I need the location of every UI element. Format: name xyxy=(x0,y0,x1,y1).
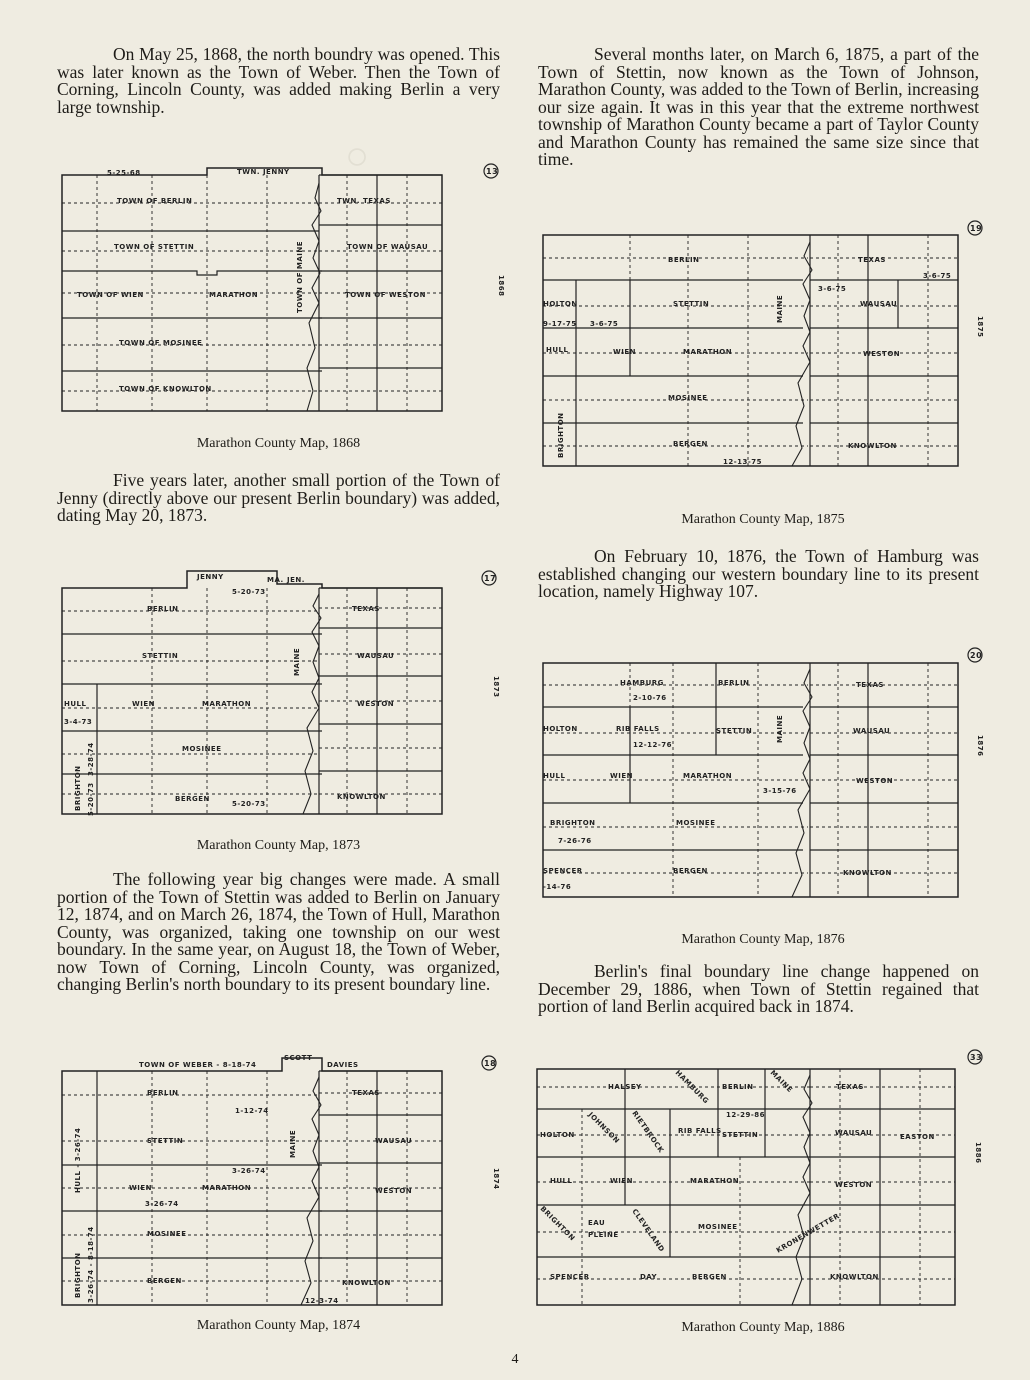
map-label: 3-26-74 xyxy=(232,1167,266,1175)
map-label: WAUSAU xyxy=(375,1137,413,1145)
map-label: BRIGHTON xyxy=(557,412,565,458)
map-year-label: 1876 xyxy=(976,735,984,757)
map-label: BERLIN xyxy=(718,679,750,687)
svg-text:13: 13 xyxy=(486,167,499,176)
map-year-label: 1873 xyxy=(492,676,500,698)
map-number-badge xyxy=(482,1056,496,1070)
map-1874 xyxy=(57,1053,500,1311)
map-label: MOSINEE xyxy=(668,394,708,402)
paragraph-1886: Berlin's final boundary line change happened on December 29, 1886, when Town of Stettin regained that portion of land Berlin acquired back in 1874. xyxy=(538,961,979,1016)
map-label: MAINE xyxy=(776,714,784,743)
map-label: KNOWLTON xyxy=(830,1273,879,1281)
map-number-badge xyxy=(968,648,982,662)
paragraph-1874: The following year big changes were made. A small portion of the Town of Stettin was added to Berlin on January 12, 1874, and on March 26, 1874, the Town of Hull, Marathon County, was organized, taking one township on our west boundary. In the same year, on August 18, the Town of Weber, now Town of Corning, Lincoln County, was organized, changing Berlin's north boundary to its present boundary line. xyxy=(57,869,500,994)
map-year-label: 1886 xyxy=(974,1142,982,1164)
map-label: HULL - 3-26-74 xyxy=(74,1127,82,1193)
paragraph-1873: Five years later, another small portion of the Town of Jenny (directly above our present Berlin boundary) was added, dating May 20, 1873. xyxy=(57,470,500,525)
map-label: 3-4-73 xyxy=(64,718,93,726)
map-label: RIB FALLS xyxy=(616,725,660,733)
map-label: HOLTON xyxy=(543,300,578,308)
map-label: 9-17-75 xyxy=(543,320,577,328)
map-label: MAINE xyxy=(776,294,784,323)
map-caption-1886: Marathon County Map, 1886 xyxy=(681,1320,845,1335)
map-label: DAY xyxy=(640,1273,658,1281)
map-label: TOWN OF KNOWLTON xyxy=(119,385,212,393)
map-label: BRIGHTON xyxy=(74,1252,82,1298)
map-label: SPENCER xyxy=(543,867,583,875)
map-label: MAINE xyxy=(289,1129,297,1158)
map-label: 3-6-75 xyxy=(590,320,619,328)
map-label: BERGEN xyxy=(147,1277,182,1285)
map-label: STETTIN xyxy=(722,1131,759,1139)
map-label: WAUSAU xyxy=(853,727,891,735)
map-label: 3-28-74 xyxy=(87,742,95,776)
map-1875 xyxy=(538,218,988,471)
map-label: TWN. TEXAS xyxy=(337,197,391,205)
map-label: 3-6-75 xyxy=(818,285,847,293)
map-label: TOWN OF WEBER - 8-18-74 xyxy=(139,1061,257,1069)
bleed-through-art: ○ xyxy=(345,133,370,178)
svg-text:20: 20 xyxy=(970,651,983,660)
map-label: KNOWLTON xyxy=(337,793,386,801)
map-label: BERGEN xyxy=(673,440,708,448)
map-number-badge xyxy=(968,1050,982,1064)
map-label: TOWN OF MAINE xyxy=(296,240,304,313)
map-label: TEXAS xyxy=(352,605,380,613)
map-label: BERGEN xyxy=(673,867,708,875)
map-label: KNOWLTON xyxy=(848,442,897,450)
map-label: 3-26-74 xyxy=(145,1200,179,1208)
map-label: RIB FALLS xyxy=(678,1127,722,1135)
map-label: JENNY xyxy=(197,573,224,581)
map-label: KNOWLTON xyxy=(843,869,892,877)
map-year-label: 1874 xyxy=(492,1168,500,1190)
map-label: WAUSAU xyxy=(835,1129,873,1137)
map-label: MARATHON xyxy=(683,772,733,780)
paragraph-1875: Several months later, on March 6, 1875, a part of the Town of Stettin, now known as the Town of Johnson, Marathon County, was added to the Town of Berlin, increasing our size again. It was in this year that the extreme northwest township of Marathon County became a part of Taylor County and Marathon County has remained the same size since that time. xyxy=(538,44,979,169)
map-label: MARATHON xyxy=(683,348,733,356)
map-caption-1874: Marathon County Map, 1874 xyxy=(196,1318,361,1333)
map-number-badge xyxy=(968,221,982,235)
map-label: PLEINE xyxy=(588,1231,619,1239)
map-label: WESTON xyxy=(856,777,894,785)
map-label: STETTIN xyxy=(716,727,753,735)
map-label: MARATHON xyxy=(690,1177,740,1185)
map-caption-1868: Marathon County Map, 1868 xyxy=(196,436,361,451)
map-label: JOHNSON xyxy=(586,1110,621,1146)
map-label: WESTON xyxy=(375,1187,413,1195)
map-label: STETTIN xyxy=(673,300,710,308)
map-label: 3-15-76 xyxy=(763,787,797,795)
map-label: TOWN OF WAUSAU xyxy=(347,243,429,251)
map-label: 2-10-76 xyxy=(633,694,667,702)
map-label: TOWN OF BERLIN xyxy=(117,197,193,205)
map-label: EAU xyxy=(588,1219,606,1227)
svg-text:18: 18 xyxy=(484,1059,497,1068)
map-label: BERLIN xyxy=(668,256,700,264)
map-number-badge xyxy=(482,571,496,585)
map-label: TEXAS xyxy=(858,256,886,264)
paragraph-1868: On May 25, 1868, the north boundry was opened. This was later known as the Town of Weber. Then the Town of Corning, Lincoln County, was added making Berlin a very large township. xyxy=(57,44,500,117)
map-label: HULL xyxy=(546,346,569,354)
map-label: WAUSAU xyxy=(860,300,898,308)
map-label: HAMBURG xyxy=(673,1068,711,1106)
map-label: KRONENWETTER xyxy=(775,1211,842,1255)
map-label: RIETBROCK xyxy=(630,1109,666,1155)
map-label: 12-29-86 xyxy=(726,1111,766,1119)
map-label: TOWN OF WIEN xyxy=(77,291,144,299)
map-label: WESTON xyxy=(357,700,395,708)
map-label: SCOTT xyxy=(284,1054,313,1062)
map-label: WESTON xyxy=(835,1181,873,1189)
map-label: TOWN OF WESTON xyxy=(345,291,427,299)
map-year-label: 1875 xyxy=(976,316,984,338)
map-label: MOSINEE xyxy=(147,1230,187,1238)
map-label: WESTON xyxy=(863,350,901,358)
map-label: SPENCER xyxy=(550,1273,590,1281)
map-label: WAUSAU xyxy=(357,652,395,660)
map-1876 xyxy=(538,645,988,903)
map-label: TEXAS xyxy=(352,1089,380,1097)
map-label: HAMBURG xyxy=(620,679,664,687)
map-label: TEXAS xyxy=(856,681,884,689)
map-label: MA. xyxy=(267,576,284,584)
map-label: MAINE xyxy=(293,647,301,676)
map-year-label: 1868 xyxy=(497,275,505,297)
map-label: MOSINEE xyxy=(182,745,222,753)
map-label: 5-20-73 xyxy=(232,800,266,808)
map-label: STETTIN xyxy=(142,652,179,660)
map-label: 5-20-73 xyxy=(87,782,95,816)
map-label: WIEN xyxy=(613,348,636,356)
map-label: DAVIES xyxy=(327,1061,359,1069)
map-caption-1876: Marathon County Map, 1876 xyxy=(681,932,845,947)
map-label: 1-12-74 xyxy=(235,1107,269,1115)
map-label: MAINE xyxy=(768,1068,795,1095)
map-label: 12-3-74 xyxy=(305,1297,339,1305)
map-label: MOSINEE xyxy=(676,819,716,827)
map-label: 5-20-73 xyxy=(232,588,266,596)
map-label: TOWN OF MOSINEE xyxy=(119,339,203,347)
map-caption-1875: Marathon County Map, 1875 xyxy=(681,512,845,527)
map-caption-1873: Marathon County Map, 1873 xyxy=(196,838,361,853)
map-label: STETTIN xyxy=(147,1137,184,1145)
page-number: 4 xyxy=(511,1352,519,1367)
map-1868 xyxy=(57,163,505,418)
map-label: BERLIN xyxy=(147,1089,179,1097)
map-label: HULL xyxy=(64,700,87,708)
svg-text:17: 17 xyxy=(484,574,497,583)
map-label: BRIGHTON xyxy=(550,819,596,827)
map-label: JEN. xyxy=(287,576,305,584)
map-label: 12-12-76 xyxy=(633,741,673,749)
map-label: WIEN xyxy=(610,772,633,780)
map-label: BRIGHTON xyxy=(538,1204,577,1243)
map-label: BERLIN xyxy=(722,1083,754,1091)
map-label: WIEN xyxy=(132,700,155,708)
map-label: 12-13-75 xyxy=(723,458,763,466)
map-label: MARATHON xyxy=(209,291,259,299)
map-label: MARATHON xyxy=(202,700,252,708)
map-number-badge xyxy=(484,164,498,178)
svg-text:33: 33 xyxy=(970,1053,983,1062)
map-label: 3-6-75 xyxy=(923,272,952,280)
map-label: BERGEN xyxy=(692,1273,727,1281)
map-label: MOSINEE xyxy=(698,1223,738,1231)
map-label: HOLTON xyxy=(540,1131,575,1139)
map-label: TEXAS xyxy=(836,1083,864,1091)
map-label: WIEN xyxy=(610,1177,633,1185)
map-label: TWN. JENNY xyxy=(237,168,290,176)
map-label: 3-26-74 - 8-18-74 xyxy=(87,1226,95,1303)
map-1886 xyxy=(530,1047,990,1313)
map-label: HULL xyxy=(543,772,566,780)
map-label: CLEVELAND xyxy=(630,1207,666,1254)
map-label: HOLTON xyxy=(543,725,578,733)
map-1873 xyxy=(57,566,500,820)
map-label: HULL xyxy=(550,1177,573,1185)
map-label: BERGEN xyxy=(175,795,210,803)
svg-text:19: 19 xyxy=(970,224,983,233)
map-label: 7-26-76 xyxy=(558,837,592,845)
map-label: 5-25-68 xyxy=(107,169,141,177)
map-label: MARATHON xyxy=(202,1184,252,1192)
map-label: -14-76 xyxy=(543,883,572,891)
map-label: TOWN OF STETTIN xyxy=(114,243,195,251)
map-label: BERLIN xyxy=(147,605,179,613)
map-label: WIEN xyxy=(129,1184,152,1192)
map-label: KNOWLTON xyxy=(342,1279,391,1287)
paragraph-1876: On February 10, 1876, the Town of Hamburg was established changing our western boundary line to its present location, namely Highway 107. xyxy=(538,546,979,601)
map-label: EASTON xyxy=(900,1133,935,1141)
map-label: HALSEY xyxy=(608,1083,642,1091)
map-label: BRIGHTON xyxy=(74,765,82,811)
